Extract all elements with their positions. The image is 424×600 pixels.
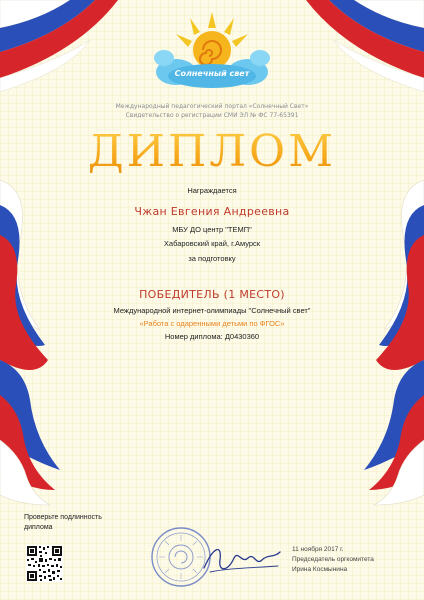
awarded-label: Награждается bbox=[187, 186, 237, 195]
qr-code-icon[interactable] bbox=[26, 545, 63, 582]
signer-name: Ирина Космынина bbox=[292, 566, 348, 573]
verify-authenticity bbox=[24, 513, 144, 533]
olympiad-topic: «Работа с одаренными детьми по ФГОС» bbox=[139, 319, 285, 328]
olympiad-name: Международной интернет-олимпиады "Солнечный свет" bbox=[113, 306, 311, 315]
location: Хабаровский край, г.Амурск bbox=[163, 239, 261, 248]
portal-name: Международный педагогический портал «Солнечный Свет» bbox=[115, 103, 309, 110]
sun-logo-icon bbox=[150, 6, 274, 98]
logo-title: Солнечный свет bbox=[174, 69, 250, 78]
portal-info bbox=[100, 102, 324, 120]
flag-ribbon-top-left bbox=[0, 0, 118, 92]
flag-ribbon-top-right bbox=[306, 0, 424, 92]
diploma-number: Номер диплома: Д0430360 bbox=[164, 332, 260, 341]
signer-role: Председатель оргкомитета bbox=[292, 556, 374, 563]
issue-date: 11 ноября 2017 г. bbox=[292, 546, 344, 553]
signature-block bbox=[292, 545, 402, 575]
verify-line-2: диплома bbox=[24, 524, 53, 531]
award-reason: за подготовку bbox=[188, 254, 236, 263]
winner-place: ПОБЕДИТЕЛЬ (1 МЕСТО) bbox=[139, 288, 285, 301]
flag-ribbon-left bbox=[0, 180, 60, 505]
diploma-title: ДИПЛОМ bbox=[80, 124, 344, 180]
handwritten-signature-icon bbox=[200, 538, 284, 578]
flag-ribbon-right bbox=[364, 180, 424, 505]
verify-line-1: Проверьте подлинность bbox=[24, 514, 102, 521]
recipient-name: Чжан Евгения Андреевна bbox=[134, 205, 290, 218]
registration-certificate: Свидетельство о регистрации СМИ ЭЛ № ФС 77-65391 bbox=[125, 112, 299, 119]
organization: МБУ ДО центр "ТЕМП" bbox=[172, 225, 252, 234]
